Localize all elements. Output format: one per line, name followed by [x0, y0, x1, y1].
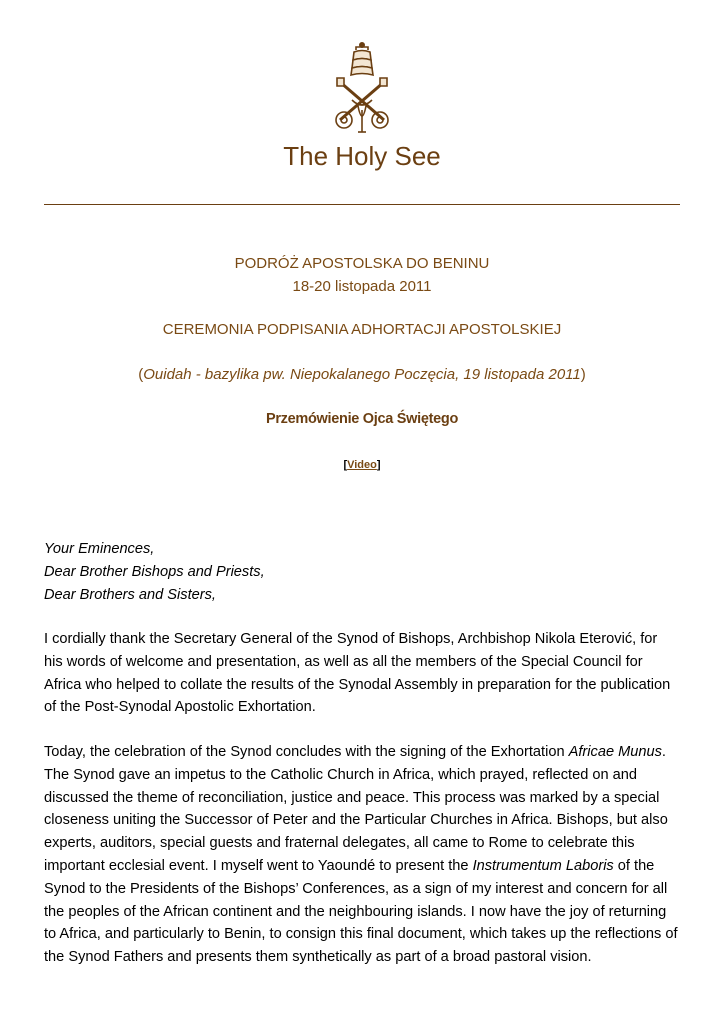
paragraph-line: Synod to the Presidents of the Bishops’ Conferences, as a sign of my interest and concern for all [44, 880, 668, 897]
paragraph-line: his words of welcome and presentation, as well as all the members of the Special Council for [44, 653, 643, 670]
greeting [44, 538, 684, 606]
site-title[interactable]: The Holy See [283, 141, 441, 171]
paragraph-line: the Synod Fathers and presents them synthetically as part of a broad pastoral vision. [44, 949, 592, 966]
trip-dates: 18-20 listopada 2011 [292, 278, 432, 295]
video-line: [Video] [343, 459, 381, 471]
speech-title: Przemówienie Ojca Świętego [265, 411, 459, 427]
ceremony-title: CEREMONIA PODPISANIA ADHORTACJI APOSTOLSKIEJ [162, 321, 562, 338]
paragraph-1 [44, 628, 684, 719]
greeting-line: Dear Brother Bishops and Priests, [44, 563, 265, 580]
greeting-line: Your Eminences, [44, 541, 155, 557]
document-title: Instrumentum Laboris [472, 857, 614, 874]
paragraph-2 [44, 741, 684, 969]
trip-title: PODRÓŻ APOSTOLSKA DO BENINU [234, 255, 490, 272]
papal-emblem-icon [322, 40, 402, 136]
video-link[interactable]: Video [347, 459, 377, 471]
paragraph-line: important ecclesial event. I myself went to Yaoundé to present the Instrumentum Laboris of the [44, 857, 655, 874]
paragraph-line: The Synod gave an impetus to the Catholic Church in Africa, which prayed, reflected on and [44, 766, 638, 783]
greeting-line: Dear Brothers and Sisters, [44, 586, 216, 603]
paragraph-line: the peoples of the African continent and the neighbouring islands. I now have the joy of returning [44, 903, 667, 920]
paragraph-line: of the Post-Synodal Apostolic Exhortation. [44, 699, 316, 716]
paragraph-line: experts, auditors, special guests and fraternal delegates, all came to Rome to celebrate this [44, 835, 635, 852]
paragraph-line: closeness uniting the Successor of Peter and the Particular Churches in Africa. Bishops, but also [44, 812, 668, 829]
paragraph-line: I cordially thank the Secretary General of the Synod of Bishops, Archbishop Nikola Eterović, for [44, 631, 658, 647]
exhortation-title: Africae Munus [568, 744, 662, 760]
paragraph-line: Africa who helped to collate the results of the Synodal Assembly in preparation for the publication [44, 676, 671, 693]
paragraph-line: Today, the celebration of the Synod concludes with the signing of the Exhortation Africae Munus. [44, 744, 666, 760]
location-text: Ouidah - bazylika pw. Niepokalanego Poczęcia, 19 listopada 2011 [143, 366, 581, 383]
header-divider [44, 204, 680, 205]
location-line: (Ouidah - bazylika pw. Niepokalanego Poczęcia, 19 listopada 2011) [138, 366, 586, 383]
paragraph-line: discussed the theme of reconciliation, justice and peace. This process was marked by a special [44, 789, 660, 806]
paragraph-line: to Africa, and particularly to Benin, to consign this final document, which takes up the reflections of [44, 926, 678, 943]
